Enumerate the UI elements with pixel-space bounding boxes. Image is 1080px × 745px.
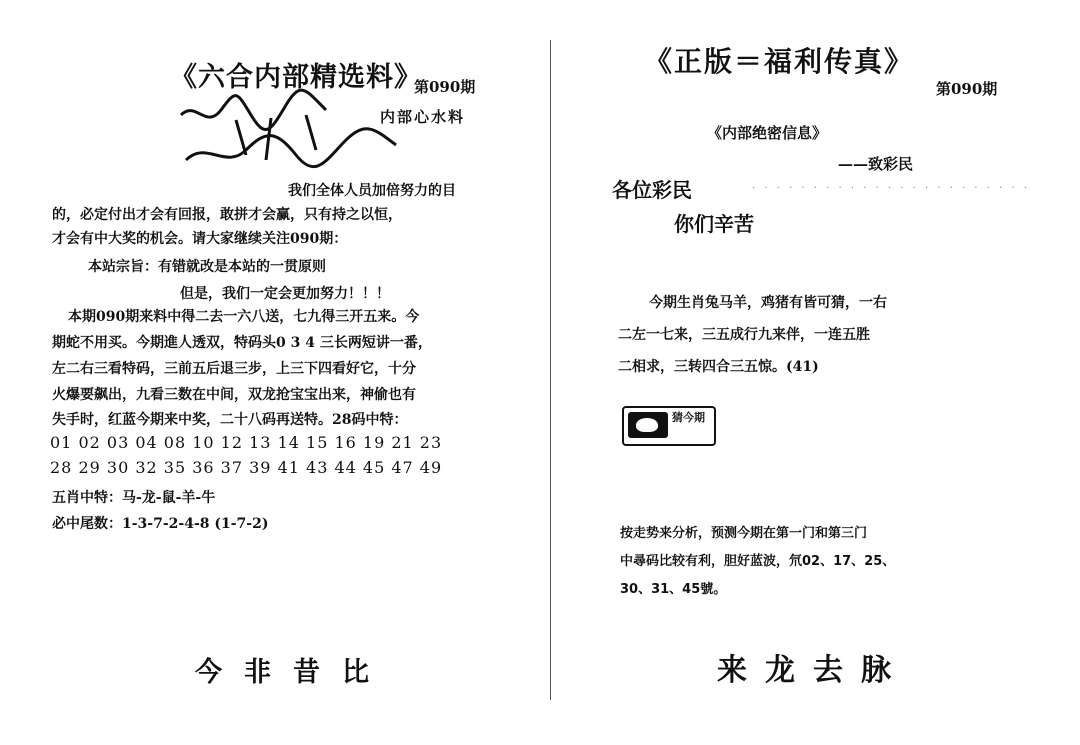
body-line: 失手时，红蓝今期来中奖，二十八码再送特。28码中特： bbox=[52, 412, 408, 428]
intro-line: 才会有中大奖的机会。请大家继续关注090期： bbox=[52, 231, 348, 247]
motto-line: 本站宗旨：有错就改是本站的一贯原则 bbox=[88, 259, 326, 275]
left-subtitle: 内部心水料 bbox=[380, 108, 466, 126]
right-page bbox=[552, 0, 1080, 745]
page-divider bbox=[550, 40, 551, 700]
logo-text: 猜今期 bbox=[672, 411, 705, 424]
greeting: 各位彩民 bbox=[612, 178, 692, 202]
body-line: 火爆要飙出，九看三数在中间，双龙抢宝宝出来，神偷也有 bbox=[52, 387, 416, 403]
left-title: 《六合内部精选料》 bbox=[170, 62, 422, 93]
riddle-line: 二相求，三转四合三五惊。(41) bbox=[618, 359, 819, 375]
guess-logo-icon bbox=[622, 406, 716, 446]
tail-numbers-line: 必中尾数：1-3-7-2-4-8 (1-7-2) bbox=[52, 516, 269, 532]
dotted-rule: · · · · · · · · · · · · · · · · · · · · · · · bbox=[752, 183, 1031, 194]
thanks-line: 你们辛苦 bbox=[674, 212, 754, 236]
body-line: 左二右三看特码，三前五后退三步，上三下四看好它，十分 bbox=[52, 361, 416, 377]
analysis-line: 30、31、45號。 bbox=[620, 582, 727, 597]
riddle-line: 二左一七来，三五成行九来伴，一连五胜 bbox=[618, 327, 870, 343]
secret-info-heading: 《内部绝密信息》 bbox=[707, 124, 828, 142]
right-title: 《正版＝福利传真》 bbox=[644, 45, 915, 78]
right-footer-slogan: 来龙去脉 bbox=[717, 653, 909, 688]
body-line: 本期090期来料中得二去一六八送，七九得三开五来。今 bbox=[68, 309, 420, 325]
zodiac-line: 五肖中特：马-龙-鼠-羊-牛 bbox=[52, 490, 216, 506]
numbers-line: 28 29 30 32 35 36 37 39 41 43 44 45 47 49 bbox=[50, 458, 443, 477]
analysis-line: 按走势来分析，预测今期在第一门和第三门 bbox=[620, 526, 868, 541]
riddle-line: 今期生肖兔马羊，鸡猪有皆可猜，一右 bbox=[649, 295, 887, 311]
motto-line-2: 但是，我们一定会更加努力！！！ bbox=[180, 286, 390, 302]
intro-line: 我们全体人员加倍努力的目 bbox=[288, 183, 456, 199]
handwriting-scribble bbox=[176, 60, 406, 180]
numbers-line: 01 02 03 04 08 10 12 13 14 15 16 19 21 23 bbox=[50, 433, 443, 452]
left-footer-slogan: 今非昔比 bbox=[195, 657, 391, 688]
body-line: 期蛇不用买。今期進人透双，特码头0 3 4 三长两短讲一番， bbox=[52, 335, 432, 351]
left-issue-number: 第090期 bbox=[414, 78, 476, 96]
signature-line: ——致彩民 bbox=[838, 155, 914, 173]
logo-picture bbox=[628, 412, 668, 438]
intro-line: 的，必定付出才会有回报，敢拼才会赢，只有持之以恒， bbox=[52, 207, 402, 223]
right-issue-number: 第090期 bbox=[936, 80, 998, 98]
analysis-line: 中尋码比较有利，胆好蓝波，氘02、17、25、 bbox=[620, 554, 896, 569]
